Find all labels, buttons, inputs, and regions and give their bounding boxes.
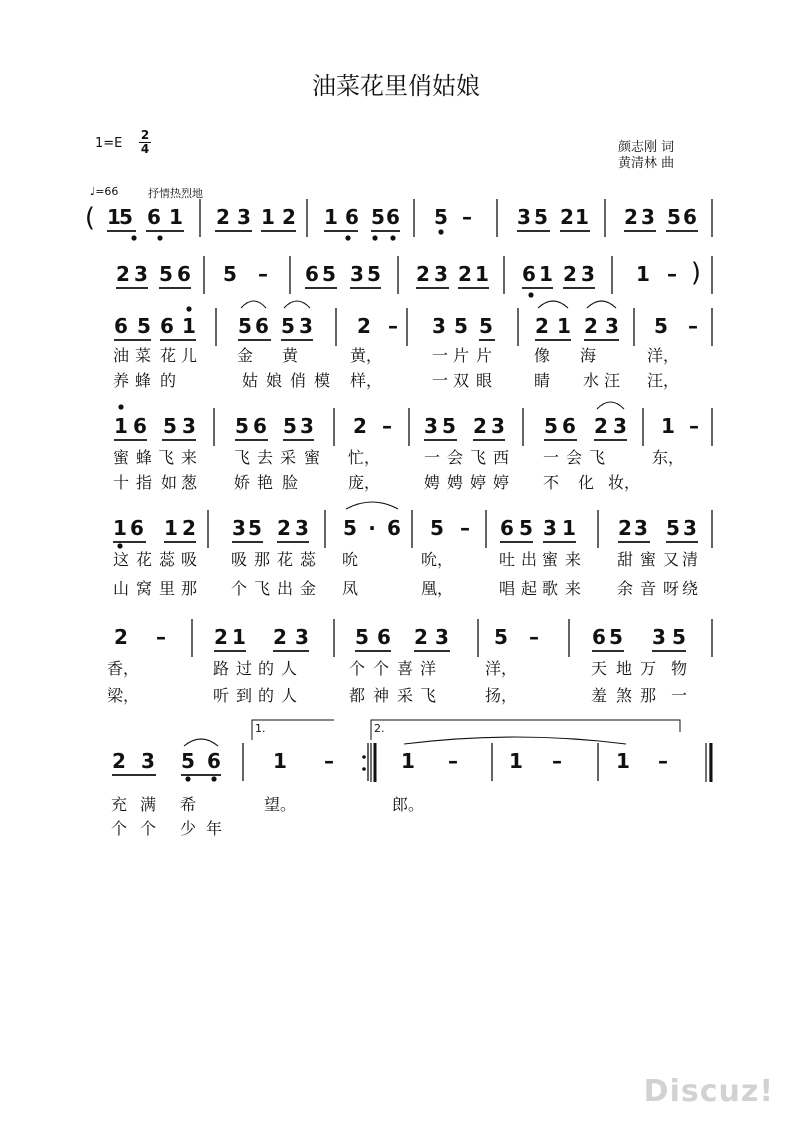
jianpu-note: 6 xyxy=(147,205,161,229)
jianpu-note: 5 xyxy=(322,262,336,286)
composer-credit: 黄清林 曲 xyxy=(618,156,675,171)
lyric-verse2: 都 xyxy=(348,686,366,705)
jianpu-note: 3 xyxy=(300,414,314,438)
jianpu-note: 3 xyxy=(232,516,246,540)
lyric-verse2: 婷 xyxy=(469,473,487,492)
lyric-verse2: 窝 xyxy=(135,579,153,598)
jianpu-note: 6 xyxy=(114,314,128,338)
jianpu-note: – xyxy=(324,749,334,773)
lyric-verse1: 来 xyxy=(180,448,198,467)
lyric-verse2: 余 xyxy=(616,579,634,598)
lyric-verse1: 希 xyxy=(179,795,197,814)
lyric-verse2: 娘 xyxy=(265,371,283,390)
jianpu-note: 6 xyxy=(683,205,697,229)
lyric-verse1: 蕊 xyxy=(158,550,176,569)
lyric-verse2: 脸 xyxy=(281,473,299,492)
slur-tie xyxy=(538,301,568,308)
lyric-verse1: 喜 xyxy=(396,659,414,678)
jianpu-note: 1 xyxy=(273,749,287,773)
jianpu-note: 6 xyxy=(305,262,319,286)
lyricist-credit: 颜志刚 词 xyxy=(618,140,675,155)
lyric-verse1: 黄， xyxy=(349,346,383,365)
lyric-verse1: 的 xyxy=(257,659,275,678)
jianpu-note: 1 xyxy=(539,262,553,286)
lyric-verse1: 会 xyxy=(565,448,583,467)
jianpu-note: 3 xyxy=(424,414,438,438)
jianpu-note: 2 xyxy=(535,314,549,338)
jianpu-note: 2 xyxy=(618,516,632,540)
lyric-verse2: 音 xyxy=(639,579,657,598)
jianpu-note: 6 xyxy=(130,516,144,540)
lyric-verse2: 不 xyxy=(542,473,560,492)
lyric-verse2: 指 xyxy=(135,473,153,492)
jianpu-note: 2 xyxy=(416,262,430,286)
slur-tie xyxy=(184,739,218,746)
jianpu-note: 2 xyxy=(584,314,598,338)
lyric-verse1: 西 xyxy=(492,448,510,467)
jianpu-note: 2 xyxy=(114,625,128,649)
lyric-verse2: 个 xyxy=(230,579,248,598)
lyric-verse1: 采 xyxy=(279,448,297,467)
jianpu-note: – xyxy=(460,516,470,540)
jianpu-note: 5 xyxy=(181,749,195,773)
jianpu-note: 1 xyxy=(557,314,571,338)
tempo-marking: ♩=66 xyxy=(90,185,119,198)
lyric-verse2: 采 xyxy=(396,686,414,705)
intro-open-paren: ( xyxy=(84,203,96,233)
jianpu-note: – xyxy=(658,749,668,773)
lyric-verse2: 水 xyxy=(582,371,600,390)
lyric-verse1: 这 xyxy=(112,550,130,569)
lyric-verse2: 出 xyxy=(276,579,294,598)
jianpu-note: 2 xyxy=(112,749,126,773)
jianpu-note: 3 xyxy=(613,414,627,438)
lyric-verse1: 飞 xyxy=(157,448,175,467)
lyric-verse1: 洋 xyxy=(419,659,437,678)
lyric-verse2: 呀 xyxy=(662,579,680,598)
jianpu-note: 3 xyxy=(141,749,155,773)
volta-second-label: 2. xyxy=(374,722,385,735)
lyric-verse2: 婷 xyxy=(492,473,510,492)
lyric-verse1: 吮， xyxy=(420,550,454,569)
lyric-verse1: 蜜 xyxy=(639,550,657,569)
song-title: 油菜花里俏姑娘 xyxy=(312,72,480,100)
jianpu-note: 5 xyxy=(479,314,493,338)
jianpu-note: – xyxy=(388,314,398,338)
lyric-verse1: 地 xyxy=(615,659,633,678)
jianpu-note: 5 xyxy=(544,414,558,438)
lyric-verse1: 海 xyxy=(579,346,597,365)
jianpu-note: 3 xyxy=(683,516,697,540)
jianpu-note: 3 xyxy=(182,414,196,438)
lyric-verse2: 葱 xyxy=(180,473,198,492)
lyric-verse2: 艳 xyxy=(256,473,274,492)
jianpu-note: 3 xyxy=(350,262,364,286)
jianpu-note: 3 xyxy=(634,516,648,540)
slur-tie xyxy=(241,301,266,308)
octave-dot xyxy=(390,235,395,240)
lyric-verse2: 汪 xyxy=(603,371,621,390)
lyric-verse2: 睛 xyxy=(533,371,551,390)
jianpu-note: 3 xyxy=(652,625,666,649)
lyric-verse1: 又 xyxy=(662,550,680,569)
lyric-verse1: 飞 xyxy=(233,448,251,467)
jianpu-note: 5 xyxy=(163,414,177,438)
volta-first-bracket xyxy=(252,720,334,740)
jianpu-note: – xyxy=(689,414,699,438)
lyric-verse2: 一 xyxy=(670,686,688,705)
slur-tie xyxy=(597,402,624,409)
volta-first-label: 1. xyxy=(255,722,266,735)
jianpu-note: 3 xyxy=(517,205,531,229)
lyric-verse2: 娉 xyxy=(423,473,441,492)
jianpu-note: 1 xyxy=(575,205,589,229)
lyric-verse1: 飞 xyxy=(469,448,487,467)
lyric-verse2: 化 xyxy=(577,473,595,492)
lyric-verse1: 蕊 xyxy=(299,550,317,569)
lyric-verse2: 金 xyxy=(299,579,317,598)
lyric-verse2: 飞 xyxy=(253,579,271,598)
jianpu-note: 2 xyxy=(116,262,130,286)
octave-dot xyxy=(438,229,443,234)
jianpu-note: 5 xyxy=(371,205,385,229)
jianpu-note: 3 xyxy=(605,314,619,338)
key-signature: 1=E xyxy=(95,136,123,151)
jianpu-note: 1 xyxy=(169,205,183,229)
jianpu-note: 6 xyxy=(522,262,536,286)
lyric-verse2: 扬， xyxy=(484,686,518,705)
slur-tie xyxy=(284,301,310,308)
lyric-verse1: 片 xyxy=(475,346,493,365)
lyric-verse1: 会 xyxy=(446,448,464,467)
jianpu-note: 6 xyxy=(386,205,400,229)
jianpu-note: 3 xyxy=(295,625,309,649)
lyric-verse2: 一 xyxy=(431,371,449,390)
jianpu-note: 1 xyxy=(232,625,246,649)
octave-dot xyxy=(186,306,191,311)
time-signature-bottom: 4 xyxy=(140,142,150,156)
lyric-verse1: 蜂 xyxy=(135,448,153,467)
jianpu-note: 6 xyxy=(592,625,606,649)
lyric-verse2: 起 xyxy=(520,579,538,598)
jianpu-note: 2 xyxy=(216,205,230,229)
jianpu-note: 5 xyxy=(434,205,448,229)
jianpu-note: 6 xyxy=(345,205,359,229)
lyric-verse2: 的 xyxy=(257,686,275,705)
lyric-verse2: 那 xyxy=(180,579,198,598)
lyric-verse2: 眼 xyxy=(475,371,493,390)
lyric-verse2: 听 xyxy=(212,686,230,705)
jianpu-note: 1 xyxy=(636,262,650,286)
jianpu-note: 1 xyxy=(475,262,489,286)
jianpu-note: 2 xyxy=(353,414,367,438)
jianpu-note: – xyxy=(667,262,677,286)
lyric-verse1: 洋， xyxy=(484,659,518,678)
jianpu-note: 3 xyxy=(434,262,448,286)
lyric-verse2: 的 xyxy=(159,371,177,390)
jianpu-note: 5 xyxy=(666,516,680,540)
jianpu-note: 1 xyxy=(261,205,275,229)
lyric-verse1: 一 xyxy=(431,346,449,365)
jianpu-note: 1 xyxy=(182,314,196,338)
lyric-verse2: 里 xyxy=(158,579,176,598)
jianpu-note: 5 xyxy=(534,205,548,229)
jianpu-note: 2 xyxy=(182,516,196,540)
jianpu-note: 5 xyxy=(343,516,357,540)
jianpu-note: 2 xyxy=(624,205,638,229)
jianpu-note: 6 xyxy=(255,314,269,338)
jianpu-note: 2 xyxy=(594,414,608,438)
jianpu-note: 3 xyxy=(134,262,148,286)
octave-dot xyxy=(372,235,377,240)
jianpu-note: 5 xyxy=(609,625,623,649)
jianpu-note: 3 xyxy=(581,262,595,286)
lyric-verse2: 少 xyxy=(179,819,197,838)
lyric-verse1: 郎。 xyxy=(391,795,425,814)
lyric-verse1: 黄 xyxy=(281,346,299,365)
jianpu-note: 5 xyxy=(430,516,444,540)
repeat-dot xyxy=(362,767,366,771)
octave-dot xyxy=(157,235,162,240)
lyric-verse1: 天 xyxy=(590,659,608,678)
lyric-verse1: 过 xyxy=(235,659,253,678)
slur-tie xyxy=(587,301,616,308)
lyric-verse2: 煞 xyxy=(615,686,633,705)
jianpu-note: – xyxy=(688,314,698,338)
jianpu-note: 5 xyxy=(137,314,151,338)
lyric-verse2: 梁， xyxy=(106,686,140,705)
lyric-verse1: 充 xyxy=(110,795,128,814)
repeat-dot xyxy=(362,755,366,759)
jianpu-note: 5 xyxy=(355,625,369,649)
lyric-verse1: 满 xyxy=(139,795,157,814)
jianpu-note: 5 xyxy=(281,314,295,338)
lyric-verse1: 路 xyxy=(212,659,230,678)
jianpu-note: 1 xyxy=(661,414,675,438)
jianpu-note: 5 xyxy=(238,314,252,338)
lyric-verse2: 唱 xyxy=(498,579,516,598)
octave-dot xyxy=(131,235,136,240)
lyric-verse1: 片 xyxy=(452,346,470,365)
jianpu-note: 2 xyxy=(357,314,371,338)
lyric-verse2: 个 xyxy=(139,819,157,838)
slur-tie xyxy=(346,502,398,509)
lyric-verse1: 花 xyxy=(135,550,153,569)
lyric-verse2: 娉 xyxy=(446,473,464,492)
jianpu-note: – xyxy=(462,205,472,229)
jianpu-note: 5 xyxy=(667,205,681,229)
octave-dot xyxy=(211,776,216,781)
lyric-verse1: 那 xyxy=(253,550,271,569)
lyric-verse1: 去 xyxy=(256,448,274,467)
jianpu-note: 1 xyxy=(509,749,523,773)
lyric-verse2: 凰， xyxy=(420,579,454,598)
octave-dot xyxy=(117,543,122,548)
lyric-verse1: 洋， xyxy=(646,346,680,365)
lyric-verse1: 吮 xyxy=(341,550,359,569)
jianpu-note: 1 xyxy=(164,516,178,540)
jianpu-note: 6 xyxy=(207,749,221,773)
lyric-verse1: 一 xyxy=(423,448,441,467)
lyric-verse1: 菜 xyxy=(134,346,152,365)
slur-tie xyxy=(404,737,626,744)
jianpu-note: · xyxy=(368,516,376,540)
lyric-verse2: 如 xyxy=(160,473,178,492)
jianpu-note: 2 xyxy=(563,262,577,286)
lyric-verse2: 个 xyxy=(110,819,128,838)
jianpu-note: 3 xyxy=(295,516,309,540)
lyric-verse1: 来 xyxy=(564,550,582,569)
intro-close-paren: ) xyxy=(690,258,702,288)
lyric-verse1: 望。 xyxy=(263,795,297,814)
jianpu-note: 6 xyxy=(387,516,401,540)
jianpu-note: 2 xyxy=(458,262,472,286)
lyric-verse1: 人 xyxy=(280,659,298,678)
lyric-verse1: 油 xyxy=(112,346,130,365)
lyric-verse1: 香， xyxy=(106,659,140,678)
jianpu-note: 5 xyxy=(519,516,533,540)
jianpu-note: 1 xyxy=(114,414,128,438)
jianpu-note: – xyxy=(448,749,458,773)
jianpu-note: 5 xyxy=(223,262,237,286)
lyric-verse1: 吸 xyxy=(230,550,248,569)
jianpu-note: – xyxy=(156,625,166,649)
lyric-verse2: 养 xyxy=(112,371,130,390)
jianpu-note: 5 xyxy=(283,414,297,438)
lyric-verse1: 个 xyxy=(372,659,390,678)
jianpu-note: 6 xyxy=(377,625,391,649)
jianpu-note: 1 xyxy=(401,749,415,773)
jianpu-note: 5 xyxy=(672,625,686,649)
lyric-verse2: 庞， xyxy=(347,473,381,492)
jianpu-note: 1 xyxy=(107,205,121,229)
octave-dot xyxy=(185,776,190,781)
lyric-verse1: 花 xyxy=(159,346,177,365)
jianpu-note: 1 xyxy=(113,516,127,540)
lyric-verse1: 出 xyxy=(520,550,538,569)
expression-marking: 抒情热烈地 xyxy=(148,187,203,200)
jianpu-note: 3 xyxy=(299,314,313,338)
lyric-verse2: 来 xyxy=(564,579,582,598)
lyric-verse2: 蜂 xyxy=(134,371,152,390)
lyric-verse1: 东， xyxy=(651,448,685,467)
lyric-verse2: 双 xyxy=(452,371,470,390)
lyric-verse1: 蜜 xyxy=(541,550,559,569)
jianpu-note: 5 xyxy=(159,262,173,286)
jianpu-note: 1 xyxy=(616,749,630,773)
lyric-verse1: 蜜 xyxy=(112,448,130,467)
jianpu-note: 5 xyxy=(367,262,381,286)
jianpu-note: 6 xyxy=(253,414,267,438)
jianpu-note: 5 xyxy=(248,516,262,540)
lyric-verse1: 忙， xyxy=(347,448,381,467)
lyric-verse2: 人 xyxy=(280,686,298,705)
octave-dot xyxy=(118,404,123,409)
jianpu-note: 6 xyxy=(562,414,576,438)
lyric-verse2: 山 xyxy=(112,579,130,598)
jianpu-note: – xyxy=(258,262,268,286)
jianpu-note: 6 xyxy=(160,314,174,338)
jianpu-note: 2 xyxy=(414,625,428,649)
watermark-logo: Discuz! xyxy=(643,1074,774,1109)
lyric-verse1: 一 xyxy=(542,448,560,467)
lyric-verse1: 像 xyxy=(533,346,551,365)
lyric-verse1: 儿 xyxy=(180,346,198,365)
jianpu-note: 2 xyxy=(282,205,296,229)
jianpu-note: 6 xyxy=(500,516,514,540)
lyric-verse2: 娇 xyxy=(233,473,251,492)
lyric-verse1: 飞 xyxy=(588,448,606,467)
lyric-verse2: 凤 xyxy=(341,579,359,598)
lyric-verse2: 到 xyxy=(235,686,253,705)
time-signature-top: 2 xyxy=(140,128,150,142)
lyric-verse2: 妆， xyxy=(607,473,641,492)
jianpu-note: 3 xyxy=(543,516,557,540)
octave-dot xyxy=(528,292,533,297)
jianpu-note: 2 xyxy=(277,516,291,540)
lyric-verse2: 模 xyxy=(313,371,331,390)
jianpu-note: 2 xyxy=(214,625,228,649)
jianpu-note: 6 xyxy=(133,414,147,438)
jianpu-note: 2 xyxy=(273,625,287,649)
lyric-verse2: 俏 xyxy=(289,371,307,390)
lyric-verse1: 吸 xyxy=(180,550,198,569)
lyric-verse1: 物 xyxy=(670,659,688,678)
lyric-verse2: 汪， xyxy=(646,371,680,390)
lyric-verse1: 个 xyxy=(348,659,366,678)
lyric-verse2: 羞 xyxy=(590,686,608,705)
jianpu-note: 6 xyxy=(177,262,191,286)
lyric-verse1: 蜜 xyxy=(303,448,321,467)
jianpu-note: 3 xyxy=(432,314,446,338)
lyric-verse1: 甜 xyxy=(616,550,634,569)
jianpu-note: 3 xyxy=(237,205,251,229)
lyric-verse1: 花 xyxy=(276,550,294,569)
lyric-verse2: 神 xyxy=(372,686,390,705)
jianpu-note: – xyxy=(529,625,539,649)
jianpu-note: 3 xyxy=(491,414,505,438)
lyric-verse1: 万 xyxy=(639,659,657,678)
jianpu-note: – xyxy=(552,749,562,773)
lyric-verse2: 那 xyxy=(639,686,657,705)
lyric-verse1: 清 xyxy=(681,550,699,569)
jianpu-note: 1 xyxy=(324,205,338,229)
lyric-verse2: 年 xyxy=(205,819,223,838)
lyric-verse2: 十 xyxy=(112,473,130,492)
jianpu-note: 2 xyxy=(560,205,574,229)
lyric-verse1: 吐 xyxy=(498,550,516,569)
lyric-verse2: 绕 xyxy=(681,579,699,598)
jianpu-note: 5 xyxy=(119,205,133,229)
jianpu-note: 5 xyxy=(235,414,249,438)
lyric-verse2: 飞 xyxy=(419,686,437,705)
jianpu-note: 5 xyxy=(442,414,456,438)
jianpu-note: 3 xyxy=(435,625,449,649)
jianpu-note: 3 xyxy=(641,205,655,229)
lyric-verse1: 金 xyxy=(236,346,254,365)
jianpu-note: 5 xyxy=(494,625,508,649)
lyric-verse2: 歌 xyxy=(541,579,559,598)
jianpu-note: 1 xyxy=(562,516,576,540)
octave-dot xyxy=(345,235,350,240)
jianpu-note: 5 xyxy=(654,314,668,338)
jianpu-note: 2 xyxy=(473,414,487,438)
lyric-verse2: 姑 xyxy=(241,371,259,390)
jianpu-note: 5 xyxy=(454,314,468,338)
jianpu-note: – xyxy=(382,414,392,438)
lyric-verse2: 样， xyxy=(349,371,383,390)
